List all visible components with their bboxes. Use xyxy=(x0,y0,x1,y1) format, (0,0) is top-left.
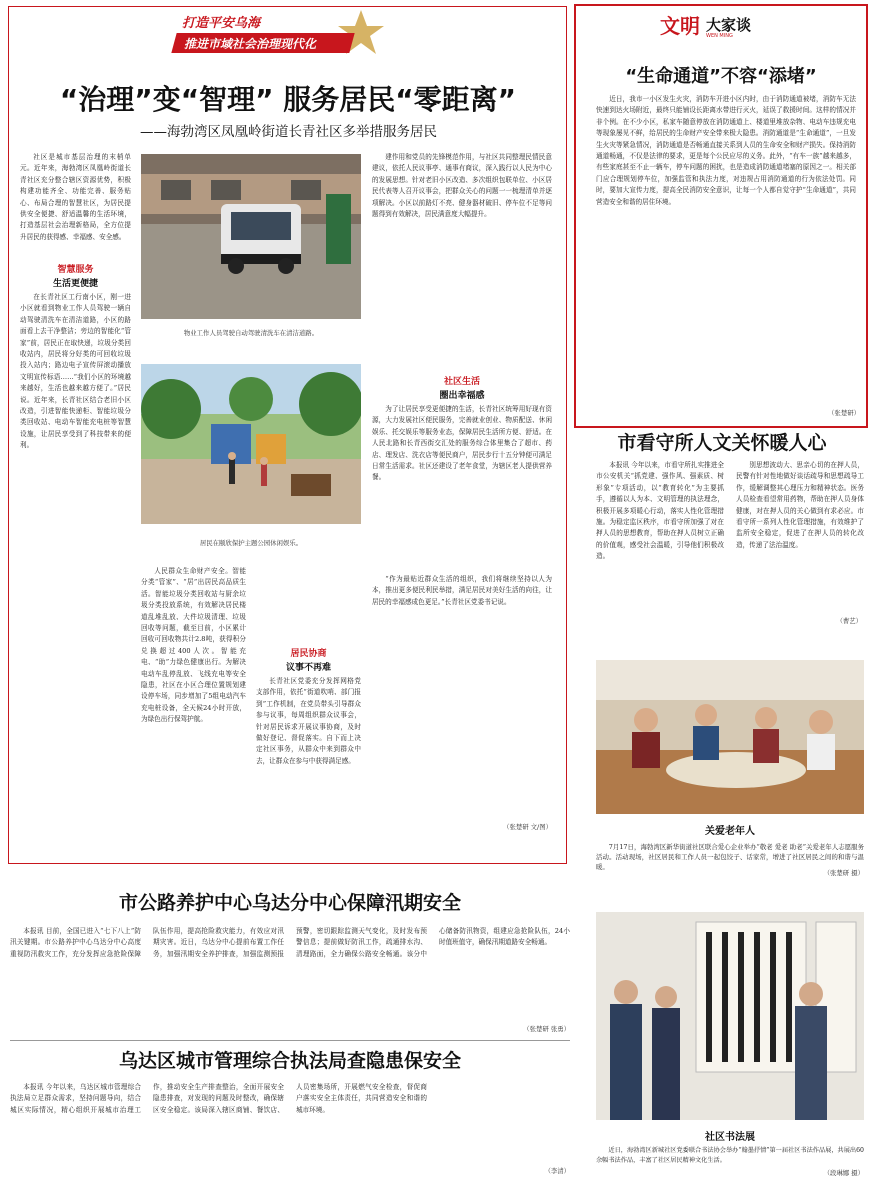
lead-col4b-text: “作为最贴近群众生活的组织，我们将继续坚持以人为本，推出更多便民利民举措，满足居民对美好生活的向往，让居民的幸福感成色更足。”长青社区党委书记说。 xyxy=(372,575,552,606)
lead-headline: “治理”变“智理” 服务居民“零距离” xyxy=(59,83,517,116)
photo-elderly-care xyxy=(596,660,864,814)
care-text2: 别思想波动大、思亲心切的在押人员，民警有针对性地做好谈话疏导和思想疏导工作，缓解调整其心理压力和精神状态。医务人员检查看望常用药物，帮助在押人员身体健康，对在押人员的关心做到有求必应。市看守所一系列人性化管理措施，有效维护了监所安全稳定，促进了在押人员的转化改造，传递了法治温度。 xyxy=(736,461,864,549)
lead-subheadline: ——海勃湾区凤凰岭街道长青社区多举措服务居民 xyxy=(140,124,437,140)
sidebar-text: 近日，我市一小区发生火灾，消防车开进小区内时，由于消防通道被堵，消防车无法快速到达火场附近，最终只能铺设长距离水带进行灭火，延误了救援时间。这样的情况并非个例。在不少小区，私家车随意停放在消防通道上、楼道里堆放杂物、电动车违规充电等现象屡见不鲜，给居民的生命财产安全带来极大隐患。消防通道是“生命通道”，一旦发生火灾等紧急情况，消防通道是否畅通直接关系到人员的生命安全和财产损失。保持消防通道畅通，不仅是法律的要求，更是每个公民应尽的义务。此外，“有车一族”越来越多，有些家庭甚至不止一辆车，停车问题的困扰，也是造成消防通道堵塞的原因之一。相关部门应合理规划停车位，加强监管和执法力度，对违规占用消防通道的行为依法处罚。同时，要加大宣传力度，提高全民消防安全意识，让每一个人都自觉守护“生命通道”，共同营造安全和谐的居住环境。 xyxy=(596,95,856,206)
banner-line1: 打造平安乌海 xyxy=(182,16,261,31)
lead-intro: 社区是城市基层治理的末梢单元。近年来，海勃湾区凤凰岭街道长青社区充分整合辖区资源优势，积极构建功能齐全、功能完善、服务贴心、布局合理的智慧社区，为居民提供安全便捷、舒适温馨的生活环境，打造基层社会治理新格局，全方位提升居民的获得感、幸福感、安全感。 xyxy=(20,153,131,241)
sidebar-headline: “生命通道”不容“添堵” xyxy=(625,66,817,87)
lead-col3-text: 人民群众生命财产安全。智能分类“管家”、“居”出居民高品质生活。智能垃圾分类回收站与厨余垃圾分类投放系统，有效解决居民楼道乱堆乱放、大件垃圾清理、垃圾回收等问题，截至目前，小区累计回收可回收物共计2.8吨，获得积分兑换超过400人次。智能充电、“助”力绿色健康出行。为解决电动车乱停乱放、飞线充电等安全隐患，社区在小区合理位置规划建设停车场，同步增加了5组电动汽车充电桩设备，全天候24小时开放，为绿色出行保驾护航。 xyxy=(141,567,246,724)
enforce-text: 本报讯 今年以来，乌达区城市管理综合执法局立足群众需求，坚持问题导向，结合城区实际情况，精心组织开展城市治理工作，推动安全生产排查整治，全面开展安全隐患排查，对发现的问题及时整改，确保辖区安全稳定。该局深入辖区商铺、餐饮店、人员密集场所，开展燃气安全检查，督促商户落实安全主体责任，共同营造安全和谐的城市环境。 xyxy=(10,1083,427,1114)
photo2-caption: 居民在颐欣保护主题公园休闲娱乐。 xyxy=(199,539,303,547)
flood-credit: （张楚研 张勇） xyxy=(523,1025,570,1033)
lead-credit: （张楚研 文/图） xyxy=(503,823,552,831)
elderly-care-image xyxy=(596,660,864,814)
care-photo-credit: （张楚研 摄） xyxy=(823,869,864,877)
section3-sub: 议事不再难 xyxy=(285,663,331,673)
lead-col2-text: 建作用和党员的先锋模范作用，与社区共同整理民情民意建议，依托人民议事亭、通事有商议，深入践行以人民为中心的发展思想。针对老旧小区改造、多次组织包联单位、小区居民代表等人召开议事会，把群众关心的问题一一梳理清单并逐项解决。小区以前路灯不亮、健身器材破旧、停车位不足等问题得到有效解决，居民满意度大幅提升。 xyxy=(372,153,552,219)
enforce-credit: （李清） xyxy=(544,1167,570,1175)
section1-title: 智慧服务 xyxy=(57,265,94,275)
section2-title: 社区生活 xyxy=(443,377,480,387)
section3-title: 居民协商 xyxy=(290,649,327,659)
flood-text: 本报讯 目前，全国已进入“七下八上”防汛关键期。市公路养护中心乌达分中心高度重视防汛救灾工作，充分发挥应急抢险保障队伍作用，提高抢险救灾能力，有效应对汛期灾害。近日，乌达分中心提前布置工作任务，加强汛期安全养护排查，加强监测预报预警，密切跟踪监测天气变化，及时发布预警信息；提前做好防汛工作，疏通排水沟、清理路面，全力确保公路安全畅通。该分中心储备防汛物资，组建应急抢险队伍，24小时值班值守，确保汛期道路安全畅通。 xyxy=(10,927,570,958)
sidebar-logo xyxy=(660,10,780,44)
photo-calligraphy xyxy=(596,912,864,1120)
enforce-headline: 乌达区城市管理综合执法局查隐患保安全 xyxy=(118,1050,461,1072)
care-photo-caption: 7月17日，海勃湾区新华街道社区联合爱心企业举办“敬老 爱老 助老”关爱老年人志愿服务活动。活动现场，社区居民和工作人员一起包饺子、话家常，增进了社区居民之间的和谐与温暖。 xyxy=(596,843,864,871)
sidebar-logo-en: WEN MING xyxy=(706,33,733,39)
lead-col2b-text: 为了让居民享受更便捷的生活，长青社区统筹用好现有资源，大力发展社区便民服务，完善就业创业、物质配送、休闲娱乐、托交娱乐等服务业态，保障居民生活所方便、舒适。在人民北路和长青西街交汇处的服务综合体里集合了超市、药店、理发店、洗衣店等便民商户，居民步行十五分钟便可满足日常生活需求。社区还建设了老年食堂，为辖区老人提供营养餐。 xyxy=(372,405,552,482)
lead-col1-text: 在长青社区工行南小区，刚一进小区就看到物业工作人员驾驶一辆自动驾驶清洗车在清洁道路，小区的路面看上去干净整洁；旁边的智能化“管家”前，居民正在取快递，垃圾分类回收站内，居民将分好类的可回收垃圾投入站内；路边电子宣传屏滚动播放文明宣传标语……“我们小区的环境越来越好，生活也越来越方便了。”居民说。近年来，长青社区结合老旧小区改造，引进智能快递柜、智能垃圾分类回收站、电动车智能充电桩等智慧设施，让居民享受到了科技带来的便利。 xyxy=(20,293,131,450)
calligraphy-title: 社区书法展 xyxy=(705,1132,755,1143)
section-divider xyxy=(10,1040,570,1041)
photo-park xyxy=(141,364,361,524)
photo1-caption: 物业工作人员驾驶自动驾驶清洗车在清洁道路。 xyxy=(183,329,319,337)
banner-line2-text: 推进市域社会治理现代化 xyxy=(184,37,317,51)
care-text1: 本报讯 今年以来，市看守所扎实推进全市公安机关“抓党建、强作风、强素质、树形象”专项活动，以“教育转化”为主要抓手，遵循以人为本、文明管理的执法理念，积极开展多项暖心行动，落实人性化管理措施。为稳定监区秩序，市看守所加强了对在押人员的思想教育，帮助在押人员树立正确的价值观，感受社会温暖，引导他们积极改造。 xyxy=(596,461,724,561)
sidebar-logo-sub: 大家谈 xyxy=(706,16,752,34)
lead-col4-text: 长青社区党委充分发挥网格党支部作用，依托“街道吹哨、部门报到”工作机制，在党员带头引导群众参与议事，每周组织群众议事会，针对居民诉求开展议事协商，及时做好登记、督促落实。自下而上决定社区事务，从群众中来到群众中去，让群众在参与中获得满足感。 xyxy=(256,677,361,765)
calligraphy-image xyxy=(596,912,864,1120)
section1-sub: 生活更便捷 xyxy=(52,279,98,289)
section2-sub: 圈出幸福感 xyxy=(439,391,485,401)
calligraphy-caption: 近日，海勃湾区新城社区党委联合书法协会举办“翰墨抒情”第一届社区书法作品展，共展出60余幅书法作品，丰富了社区居民精神文化生活。 xyxy=(596,1147,864,1164)
calligraphy-scroll-text xyxy=(700,1100,706,1101)
calligraphy-credit: （段琳娜 摄） xyxy=(823,1169,864,1177)
flood-headline: 市公路养护中心乌达分中心保障汛期安全 xyxy=(118,892,461,914)
photo-street-cleaner xyxy=(141,154,361,319)
care-credit: （曹艺） xyxy=(836,617,862,625)
sidebar-credit: （张楚研） xyxy=(828,409,860,417)
street-cleaner-image xyxy=(141,154,361,319)
park-image xyxy=(141,364,361,524)
topic-banner xyxy=(170,8,410,64)
care-headline: 市看守所人文关怀暖人心 xyxy=(617,432,827,454)
care-photo-title: 关爱老年人 xyxy=(705,826,755,837)
sidebar-logo-main: 文明 xyxy=(660,14,700,38)
